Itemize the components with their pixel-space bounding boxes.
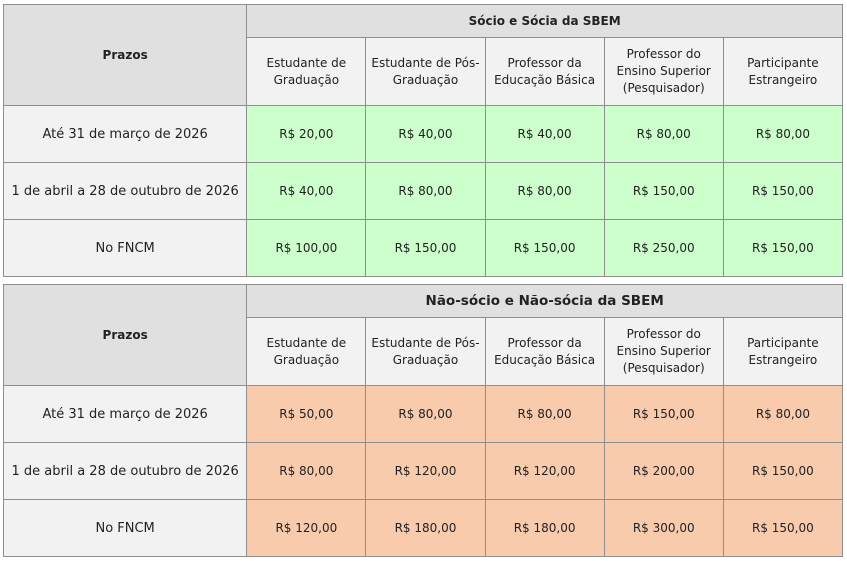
price-cell: R$ 150,00 <box>604 386 723 443</box>
price-cell: R$ 150,00 <box>723 163 842 220</box>
category-participante-estrangeiro: Participante Estrangeiro <box>723 38 842 106</box>
category-participante-estrangeiro: Participante Estrangeiro <box>723 318 842 386</box>
category-estudante-graduacao: Estudante de Graduação <box>247 38 366 106</box>
price-cell: R$ 100,00 <box>247 220 366 277</box>
price-cell: R$ 120,00 <box>247 500 366 557</box>
price-cell: R$ 150,00 <box>366 220 485 277</box>
price-cell: R$ 80,00 <box>485 386 604 443</box>
category-estudante-graduacao: Estudante de Graduação <box>247 318 366 386</box>
category-professor-ensino-superior: Professor do Ensino Superior (Pesquisador) <box>604 38 723 106</box>
table-row <box>4 386 843 443</box>
period-cell: Até 31 de março de 2026 <box>4 386 247 443</box>
price-cell: R$ 20,00 <box>247 106 366 163</box>
price-cell: R$ 80,00 <box>247 443 366 500</box>
period-cell: No FNCM <box>4 220 247 277</box>
group-title-socio: Sócio e Sócia da SBEM <box>247 5 843 38</box>
price-cell: R$ 80,00 <box>604 106 723 163</box>
price-cell: R$ 80,00 <box>366 163 485 220</box>
table-row <box>4 163 843 220</box>
price-cell: R$ 180,00 <box>485 500 604 557</box>
period-cell: 1 de abril a 28 de outubro de 2026 <box>4 163 247 220</box>
price-cell: R$ 50,00 <box>247 386 366 443</box>
price-cell: R$ 150,00 <box>723 443 842 500</box>
price-cell: R$ 250,00 <box>604 220 723 277</box>
socio-fee-table <box>3 4 843 277</box>
table-row <box>4 500 843 557</box>
price-cell: R$ 300,00 <box>604 500 723 557</box>
price-cell: R$ 40,00 <box>366 106 485 163</box>
category-professor-ensino-superior: Professor do Ensino Superior (Pesquisador) <box>604 318 723 386</box>
price-cell: R$ 80,00 <box>485 163 604 220</box>
table-row <box>4 220 843 277</box>
category-professor-educacao-basica: Professor da Educação Básica <box>485 318 604 386</box>
price-cell: R$ 200,00 <box>604 443 723 500</box>
price-cell: R$ 80,00 <box>723 386 842 443</box>
category-professor-educacao-basica: Professor da Educação Básica <box>485 38 604 106</box>
table-row <box>4 106 843 163</box>
price-cell: R$ 150,00 <box>723 500 842 557</box>
period-cell: No FNCM <box>4 500 247 557</box>
prazos-header: Prazos <box>4 285 247 386</box>
price-cell: R$ 40,00 <box>485 106 604 163</box>
price-cell: R$ 120,00 <box>485 443 604 500</box>
table-row <box>4 443 843 500</box>
category-estudante-pos-graduacao: Estudante de Pós-Graduação <box>366 318 485 386</box>
group-title-nao-socio: Não-sócio e Não-sócia da SBEM <box>247 285 843 318</box>
period-cell: 1 de abril a 28 de outubro de 2026 <box>4 443 247 500</box>
price-cell: R$ 80,00 <box>366 386 485 443</box>
price-cell: R$ 150,00 <box>485 220 604 277</box>
category-estudante-pos-graduacao: Estudante de Pós-Graduação <box>366 38 485 106</box>
price-cell: R$ 150,00 <box>723 220 842 277</box>
period-cell: Até 31 de março de 2026 <box>4 106 247 163</box>
prazos-header: Prazos <box>4 5 247 106</box>
nao-socio-fee-table <box>3 284 843 557</box>
price-cell: R$ 180,00 <box>366 500 485 557</box>
price-cell: R$ 120,00 <box>366 443 485 500</box>
price-cell: R$ 150,00 <box>604 163 723 220</box>
price-cell: R$ 40,00 <box>247 163 366 220</box>
price-cell: R$ 80,00 <box>723 106 842 163</box>
